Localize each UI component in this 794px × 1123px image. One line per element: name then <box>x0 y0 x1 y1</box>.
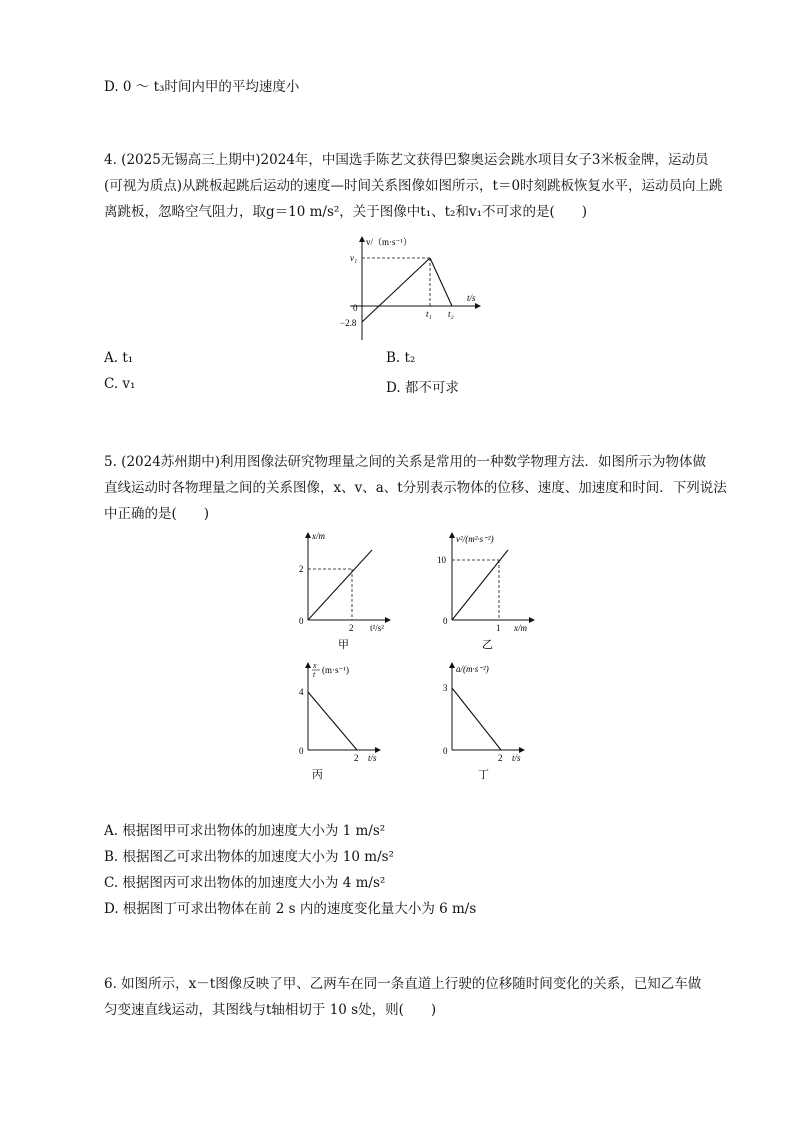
x-value-label: 2 <box>354 753 359 763</box>
q4-stem-line2: (可视为质点)从跳板起跳后运动的速度—时间关系图像如图所示，t＝0时刻跳板恢复水平，运动员向上跳 <box>104 178 723 194</box>
x-value-label: 1 <box>496 623 501 633</box>
graph-bing <box>290 658 400 782</box>
q6-stem-line1: 6. 如图所示，x－t图像反映了甲、乙两车在同一条直道上行驶的位移随时间变化的关系，已知乙车做 <box>104 976 702 992</box>
y-axis-unit: (m·s⁻¹) <box>322 665 349 675</box>
q5-stem-line2: 直线运动时各物理量之间的关系图像，x、v、a、t分别表示物体的位移、速度、加速度和时间．下列说法 <box>104 480 727 496</box>
y-value-label: 2 <box>299 564 304 574</box>
q4-stem-line3: 离跳板，忽略空气阻力，取g＝10 m/s²，关于图像中t₁、t₂和v₁不可求的是( ) <box>104 204 588 220</box>
t2-label: t₂ <box>448 309 454 319</box>
y-value-label: 10 <box>437 555 446 565</box>
y-axis-label: a/(m·s⁻²) <box>456 664 489 674</box>
q5-stem <box>104 449 727 527</box>
q4-stem-line1: 4. (2025无锡高三上期中)2024年，中国选手陈艺文获得巴黎奥运会跳水项目女子3米板金牌，运动员 <box>104 152 709 168</box>
data-line <box>452 688 501 750</box>
x-value-label: 2 <box>349 623 354 633</box>
q5-stem-line3: 中正确的是( ) <box>104 506 210 522</box>
v1-label: v₁ <box>350 253 358 263</box>
caption: 甲 <box>338 639 349 651</box>
data-line <box>308 692 357 750</box>
caption: 乙 <box>482 639 493 651</box>
q5-option-b: B. 根据图乙可求出物体的加速度大小为 10 m/s² <box>104 849 394 865</box>
q6-stem-line2: 匀变速直线运动，其图线与t轴相切于 10 s处，则( ) <box>104 1002 437 1018</box>
falling-line <box>430 258 452 306</box>
y-value-label: 4 <box>299 687 304 697</box>
q4-option-a: A. t₁ <box>104 350 134 366</box>
q5-option-d: D. 根据图丁可求出物体在前 2 s 内的速度变化量大小为 6 m/s <box>104 901 477 917</box>
data-line <box>452 550 508 620</box>
x-axis-label: t/s <box>512 753 521 763</box>
x-axis-label: t/s <box>368 753 377 763</box>
x-axis-label: t²/s² <box>370 623 384 633</box>
t1-label: t₁ <box>426 309 432 319</box>
data-line <box>308 550 372 620</box>
graph-jia <box>290 528 400 652</box>
q4-option-b: B. t₂ <box>386 350 416 366</box>
neg-label: −2.8 <box>340 318 357 328</box>
y-axis-label: v/（m·s⁻¹） <box>366 237 412 247</box>
q3-option-d: D. 0 ～ t₃时间内甲的平均速度小 <box>104 79 300 95</box>
origin-label: 0 <box>299 616 304 626</box>
y-value-label: 3 <box>443 683 448 693</box>
x-value-label: 2 <box>498 753 503 763</box>
origin-label: 0 <box>443 616 448 626</box>
origin-label: 0 <box>299 746 304 756</box>
x-axis-label: x/m <box>514 623 527 633</box>
y-axis-label-num: x <box>313 661 317 670</box>
x-axis-label: t/s <box>467 293 476 303</box>
y-axis-label: v²/(m²·s⁻²) <box>456 534 494 544</box>
q5-option-c: C. 根据图丙可求出物体的加速度大小为 4 m/s² <box>104 875 386 891</box>
q4-vt-graph <box>330 232 490 344</box>
q4-stem <box>104 147 723 225</box>
origin-label: 0 <box>443 746 448 756</box>
q5-option-a: A. 根据图甲可求出物体的加速度大小为 1 m/s² <box>104 823 386 839</box>
q5-stem-line1: 5. (2024苏州期中)利用图像法研究物理量之间的关系是常用的一种数学物理方法．如图所示为物体做 <box>104 454 707 470</box>
q6-stem <box>104 971 716 1023</box>
caption: 丙 <box>312 769 323 781</box>
q4-option-c: C. v₁ <box>104 376 136 392</box>
graph-yi <box>434 528 544 652</box>
origin-label: 0 <box>353 303 358 313</box>
graph-ding <box>434 658 544 782</box>
q4-option-d: D. 都不可求 <box>386 380 459 396</box>
y-axis-label-den: t <box>313 670 316 679</box>
y-axis-label: x/m <box>312 531 325 541</box>
rising-line <box>362 258 430 322</box>
caption: 丁 <box>478 769 489 781</box>
